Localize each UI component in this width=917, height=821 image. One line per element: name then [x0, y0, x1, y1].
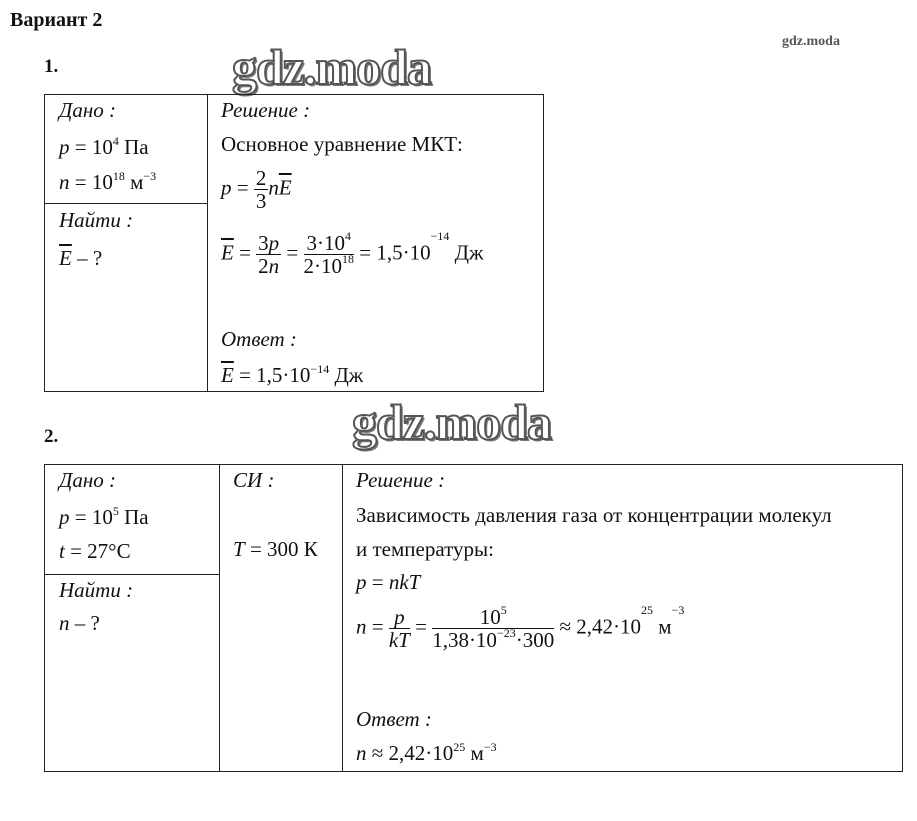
problem-1-solution: [208, 95, 543, 391]
answer-label: Ответ :: [356, 707, 432, 731]
answer-label: Ответ :: [221, 327, 297, 351]
problem-1-given: [45, 95, 207, 203]
problem-1-find: [45, 204, 207, 391]
watermark-small: gdz.moda: [782, 34, 840, 49]
solution-intro-2: и температуры:: [356, 537, 494, 561]
problem-1-table: [44, 94, 544, 392]
given-t: t = 27°C: [59, 539, 131, 563]
given-label: Дано :: [59, 98, 117, 122]
given-p: $p = 10^4$ Па: [59, 134, 149, 159]
formula-calc: $\overline{E}$ = $\frac{3p}{2n}$ = $\frac{3\cdot 10^4}{2\cdot 10^{18}}$ = $1,5\cdot 10^{-14}$ Дж: [221, 229, 484, 279]
given-n: $n = 10^{18}$ $м^{-3}$: [59, 169, 157, 194]
solution-label: Решение :: [356, 468, 446, 492]
solution-label: Решение :: [221, 98, 311, 122]
problem-2-solution: [343, 465, 902, 771]
given-p: $p = 10^5$ Па: [59, 504, 149, 529]
answer-value: $n \approx 2,42\cdot 10^{25}$ $м^{-3}$: [356, 740, 497, 765]
watermark-large-2: gdz.moda: [352, 394, 551, 450]
find-value: n – ?: [59, 611, 100, 635]
solution-intro: Основное уравнение МКТ:: [221, 132, 463, 156]
problem-1-number: 1.: [44, 56, 59, 77]
problem-2-find: [45, 575, 219, 771]
solution-intro-1: Зависимость давления газа от концентрации молекул: [356, 503, 832, 527]
si-value: T = 300 К: [233, 537, 318, 561]
formula-calc: n = $\frac{p}{kT}$ = $\frac{10^5}{1,38\cdot 10^{-23}\cdot 300}$ ≈ $2,42\cdot 10^{25}$ $м^{-3}$: [356, 603, 685, 653]
problem-2-si: [220, 465, 342, 771]
find-label: Найти :: [59, 208, 134, 232]
formula-main: p = nkT: [356, 570, 421, 594]
problem-2-table: [44, 464, 903, 772]
variant-title: Вариант 2: [10, 9, 103, 31]
formula-main: p = $\frac{2}{3}$ $n\overline{E}$: [221, 166, 292, 214]
answer-value: $\overline{E} = 1,5\cdot 10^{-14}$ Дж: [221, 362, 364, 387]
problem-2-number: 2.: [44, 426, 59, 447]
find-value: $\overline{E}$ – ?: [59, 246, 103, 270]
find-label: Найти :: [59, 578, 134, 602]
problem-2-given: [45, 465, 219, 574]
si-label: СИ :: [233, 468, 275, 492]
watermark-large-1: gdz.moda: [232, 39, 431, 95]
given-label: Дано :: [59, 468, 117, 492]
